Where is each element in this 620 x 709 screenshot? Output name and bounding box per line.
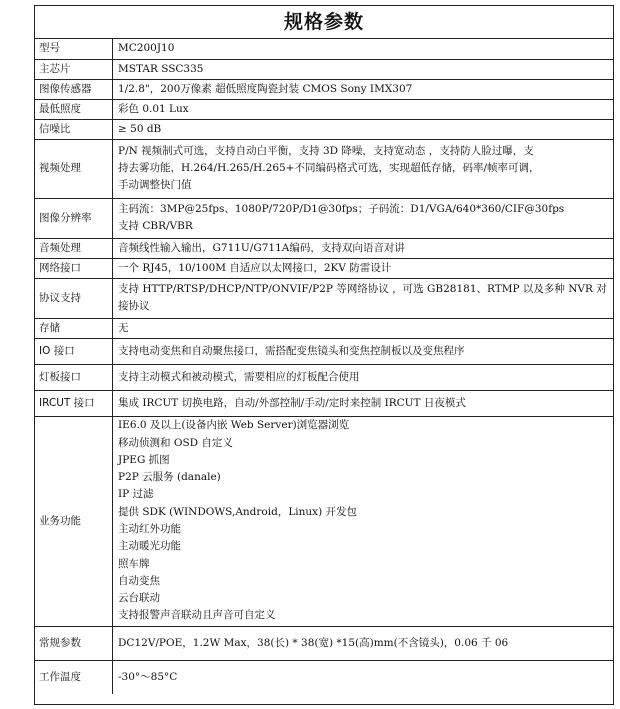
spec-value bbox=[113, 99, 614, 119]
spec-row bbox=[35, 364, 613, 390]
spec-row bbox=[35, 198, 613, 238]
spec-label: 常规参数 bbox=[35, 626, 113, 660]
spec-sheet bbox=[34, 5, 614, 705]
spec-value bbox=[113, 39, 614, 59]
spec-label: 存储 bbox=[35, 318, 113, 338]
spec-value-line: 主动暖光功能 bbox=[118, 540, 181, 553]
spec-value bbox=[113, 338, 614, 364]
spec-value-line: 1/2.8"，200万像素 超低照度陶瓷封装 CMOS Sony IMX307 bbox=[118, 82, 413, 95]
spec-label: 型号 bbox=[35, 39, 113, 59]
spec-row bbox=[35, 119, 613, 139]
spec-row bbox=[35, 416, 613, 626]
spec-label: 网络接口 bbox=[35, 258, 113, 278]
spec-row bbox=[35, 626, 613, 660]
spec-value bbox=[113, 318, 614, 338]
spec-value-line: IP 过滤 bbox=[118, 488, 154, 501]
spec-value bbox=[113, 198, 614, 238]
spec-value-line: 一个 RJ45，10/100M 自适应以太网接口，2KV 防雷设计 bbox=[118, 261, 392, 274]
spec-row bbox=[35, 338, 613, 364]
spec-row bbox=[35, 59, 613, 79]
spec-value-line: P/N 视频制式可选，支持自动白平衡，支持 3D 降噪，支持宽动态 ，支持防人脸过曝，支 bbox=[118, 145, 534, 157]
spec-value-line: 支持 CBR/VBR bbox=[118, 220, 193, 232]
spec-value-line: 彩色 0.01 Lux bbox=[118, 102, 189, 115]
spec-label: IRCUT 接口 bbox=[35, 390, 113, 416]
spec-label: 视频处理 bbox=[35, 139, 113, 198]
spec-value-line: 支持电动变焦和自动聚焦接口，需搭配变焦镜头和变焦控制板以及变焦程序 bbox=[118, 344, 465, 357]
spec-value-line: ≥ 50 dB bbox=[118, 122, 162, 135]
spec-row bbox=[35, 660, 613, 694]
spec-value-line: 无 bbox=[118, 321, 129, 334]
spec-row bbox=[35, 79, 613, 99]
spec-value-line: 自动变焦 bbox=[118, 574, 160, 587]
spec-label: 工作温度 bbox=[35, 660, 113, 694]
spec-row bbox=[35, 258, 613, 278]
spec-label: 最低照度 bbox=[35, 99, 113, 119]
spec-value-line: P2P 云服务 (danale) bbox=[118, 471, 221, 484]
spec-value-line: 支持报警声音联动且声音可自定义 bbox=[118, 609, 276, 622]
spec-value bbox=[113, 416, 614, 626]
spec-value-line: 提供 SDK (WINDOWS,Android，Linux) 开发包 bbox=[118, 505, 358, 518]
spec-value-line: 音频线性输入输出，G711U/G711A编码，支持双向语音对讲 bbox=[118, 241, 405, 254]
spec-label: 灯板接口 bbox=[35, 364, 113, 390]
spec-label: 音频处理 bbox=[35, 238, 113, 258]
spec-label: 业务功能 bbox=[35, 416, 113, 626]
spec-label: 信噪比 bbox=[35, 119, 113, 139]
spec-value bbox=[113, 390, 614, 416]
spec-value-line: MSTAR SSC335 bbox=[118, 62, 204, 75]
spec-value-line: 云台联动 bbox=[118, 592, 160, 605]
spec-value bbox=[113, 139, 614, 198]
sheet-title: 规格参数 bbox=[35, 6, 613, 39]
spec-value-line: 接协议 bbox=[118, 300, 150, 312]
spec-value-line: 主码流：3MP@25fps、1080P/720P/D1@30fps；子码流：D1/VGA/640*360/CIF@30fps bbox=[118, 203, 565, 215]
spec-value bbox=[113, 660, 614, 694]
spec-value-line: JPEG 抓图 bbox=[118, 453, 170, 466]
spec-label: 图像分辨率 bbox=[35, 198, 113, 238]
spec-value-line: 主动红外功能 bbox=[118, 523, 181, 535]
spec-value-line: -30°～85°C bbox=[118, 670, 178, 683]
spec-value-line: 持去雾功能，H.264/H.265/H.265+不同编码格式可选，实现超低存储，码率/帧率可调， bbox=[118, 162, 540, 174]
spec-value bbox=[113, 238, 614, 258]
spec-value-line: MC200J10 bbox=[118, 42, 175, 55]
spec-value-line: DC12V/POE，1.2W Max，38(长) * 38(宽) *15(高)mm(不含镜头)，0.06 千 06 bbox=[118, 636, 509, 649]
spec-value bbox=[113, 626, 614, 660]
spec-table bbox=[35, 39, 613, 694]
spec-value bbox=[113, 59, 614, 79]
spec-label: 协议支持 bbox=[35, 278, 113, 318]
spec-value bbox=[113, 364, 614, 390]
spec-value-line: 移动侦测和 OSD 自定义 bbox=[118, 436, 233, 449]
spec-value-line: 集成 IRCUT 切换电路，自动/外部控制/手动/定时来控制 IRCUT 日夜模式 bbox=[118, 396, 466, 409]
spec-row bbox=[35, 318, 613, 338]
spec-row bbox=[35, 278, 613, 318]
spec-value bbox=[113, 258, 614, 278]
spec-value-line: 手动调整快门值 bbox=[118, 179, 192, 191]
spec-label: IO 接口 bbox=[35, 338, 113, 364]
spec-value-line: 照车牌 bbox=[118, 557, 150, 570]
spec-value-line: IE6.0 及以上(设备内嵌 Web Server)浏览器浏览 bbox=[118, 419, 350, 432]
spec-row bbox=[35, 39, 613, 59]
spec-value bbox=[113, 79, 614, 99]
spec-value-line: 支持主动模式和被动模式，需要相应的灯板配合使用 bbox=[118, 370, 360, 383]
spec-label: 图像传感器 bbox=[35, 79, 113, 99]
spec-row bbox=[35, 99, 613, 119]
spec-value bbox=[113, 119, 614, 139]
spec-value-line: 支持 HTTP/RTSP/DHCP/NTP/ONVIF/P2P 等网络协议 ，可选 GB28181、RTMP 以及多种 NVR 对 bbox=[118, 283, 607, 295]
spec-row bbox=[35, 390, 613, 416]
spec-row bbox=[35, 139, 613, 198]
spec-row bbox=[35, 238, 613, 258]
spec-label: 主芯片 bbox=[35, 59, 113, 79]
spec-value bbox=[113, 278, 614, 318]
